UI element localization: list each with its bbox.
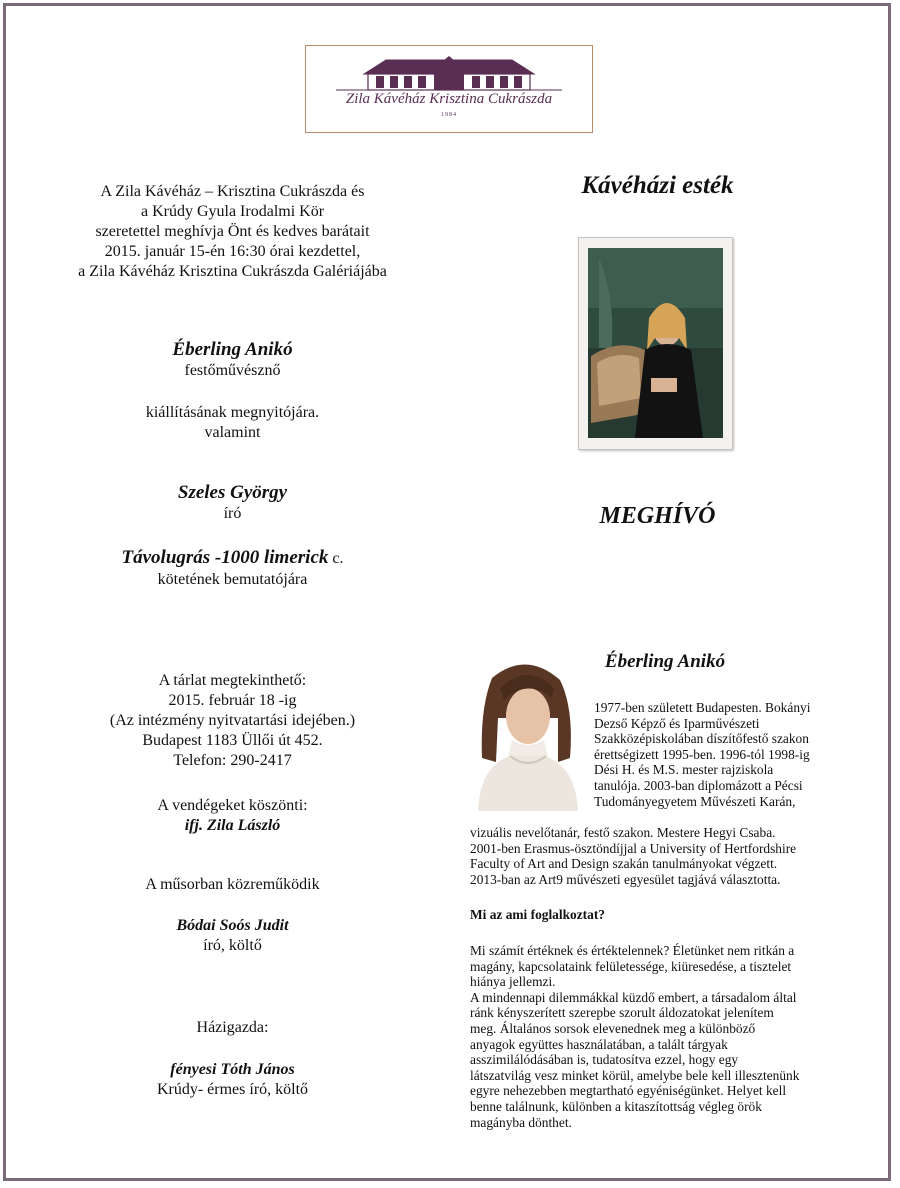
- writer-name: Szeles György: [177, 482, 288, 503]
- artist-portrait-icon: [474, 658, 579, 811]
- visit-line: Budapest 1183 Üllői út 452.: [142, 732, 323, 749]
- bio-line: tanulója. 2003-ban diplomázott a Pécsi: [594, 777, 803, 793]
- bio-full-text: [470, 825, 860, 887]
- intro-line: A Zila Kávéház – Krisztina Cukrászda és: [100, 183, 365, 200]
- invitation-title: MEGHÍVÓ: [599, 503, 716, 529]
- writer-block: [40, 482, 425, 524]
- writer-role: író: [223, 505, 242, 522]
- exhibit-block: [40, 403, 425, 443]
- book-title: Távolugrás -1000 limerick: [121, 547, 329, 568]
- book-block: [40, 547, 425, 590]
- cafe-logo: [305, 45, 593, 133]
- event-title: Kávéházi esték: [581, 172, 734, 199]
- book-suffix: c.: [328, 550, 344, 567]
- visit-line: (Az intézmény nyitvatartási idejében.): [109, 712, 356, 729]
- visit-line: 2015. február 18 -ig: [168, 692, 297, 709]
- answer-line: asszimilálódásában is, tudatosítva ezzel, hogy egy: [470, 1052, 739, 1068]
- book-line: kötetének bemutatójára: [157, 571, 308, 588]
- performer-name: Bódai Soós Judit: [176, 917, 289, 934]
- answer-line: magányba dönthet.: [470, 1114, 572, 1130]
- visit-line: A tárlat megtekinthető:: [158, 672, 307, 689]
- bio-wrapped-text: [594, 700, 844, 809]
- painting-image: [578, 237, 733, 450]
- greeting-label: A vendégeket köszönti:: [157, 797, 308, 814]
- host-role: Krúdy- érmes író, költő: [156, 1081, 309, 1098]
- bio-line: 2001-ben Erasmus-ösztöndíjjal a University of Hertfordshire: [470, 840, 797, 856]
- host-label: Házigazda:: [196, 1019, 269, 1036]
- painting-artwork-icon: [579, 238, 732, 449]
- bio-line: érettségizett 1995-ben. 1996-tól 1998-ig: [594, 746, 810, 762]
- exhibit-line: kiállításának megnyitójára.: [145, 404, 320, 421]
- intro-line: 2015. január 15-én 16:30 órai kezdettel,: [104, 243, 361, 260]
- visit-line: Telefon: 290-2417: [173, 752, 292, 769]
- answer-line: A mindennapi dilemmákkal küzdő embert, a társadalom által: [470, 989, 797, 1005]
- answer-text: [470, 943, 865, 1130]
- greeting-block: [40, 796, 425, 836]
- artist-role: festőművésznő: [184, 362, 281, 379]
- answer-line: magány, kapcsolataink felületessége, kiüresedése, a tisztelet: [470, 958, 792, 974]
- bio-line: 1977-ben született Budapesten. Bokányi: [594, 700, 811, 715]
- answer-line: ránk kényszerített szerepbe szorult áldozatokat jelenítem: [470, 1005, 774, 1021]
- exhibit-line: valamint: [204, 424, 261, 441]
- bio-name: Éberling Anikó: [604, 651, 726, 672]
- program-label: A műsorban közreműködik: [145, 876, 320, 893]
- book-title-line: [40, 547, 425, 570]
- performer-role: író, költő: [203, 937, 262, 954]
- logo-year: 1984: [441, 112, 457, 118]
- host-name: fényesi Tóth János: [170, 1061, 295, 1078]
- greeting-name: ifj. Zila László: [184, 817, 281, 834]
- answer-line: benne találnunk, különben a kitaszítottság végleg örök: [470, 1098, 762, 1114]
- artist-photo: [474, 658, 579, 811]
- performer-block: [40, 916, 425, 956]
- answer-line: Mi számít értéknek és értéktelennek? Életünket nem ritkán a: [470, 943, 795, 958]
- bio-line: Dezső Képző és Iparművészeti: [594, 715, 760, 731]
- answer-line: hiánya jellemzi.: [470, 974, 556, 990]
- bio-line: vizuális nevelőtanár, festő szakon. Mestere Hegyi Csaba.: [470, 825, 776, 840]
- bio-line: Faculty of Art and Design szakán tanulmányokat végzett.: [470, 856, 778, 872]
- visit-info: [40, 671, 425, 771]
- logo-text: Zila Kávéház Krisztina Cukrászda: [345, 91, 553, 107]
- host-block: [40, 1060, 425, 1100]
- answer-line: anyagok együttes használatában, a talált tárgyak: [470, 1036, 728, 1052]
- cafe-building-icon: [306, 46, 592, 132]
- intro-line: a Zila Kávéház Krisztina Cukrászda Galériájába: [78, 263, 387, 280]
- answer-line: egyre nehezebben megtartható egyéniségünket. Helyet kell: [470, 1083, 787, 1099]
- artist-block: [40, 339, 425, 381]
- bio-line: Tudományegyetem Művészeti Karán,: [594, 793, 796, 809]
- artist-name: Éberling Anikó: [172, 339, 293, 360]
- question-heading: Mi az ami foglalkoztat?: [470, 907, 605, 922]
- intro-line: a Krúdy Gyula Irodalmi Kör: [140, 203, 325, 220]
- answer-line: meg. Általános sorsok elevenednek meg a különböző: [470, 1020, 756, 1036]
- intro-line: szeretettel meghívja Önt és kedves barátait: [95, 223, 370, 240]
- bio-line: 2013-ban az Art9 művészeti egyesület tagjává választotta.: [470, 871, 781, 887]
- invitation-intro: [40, 182, 425, 282]
- answer-line: látszatvilág vesz minket körül, amelybe bele kell illesztenünk: [470, 1067, 800, 1083]
- bio-line: Dési H. és M.S. mester rajziskola: [594, 762, 774, 778]
- bio-line: Szakközépiskolában díszítőfestő szakon: [594, 731, 809, 747]
